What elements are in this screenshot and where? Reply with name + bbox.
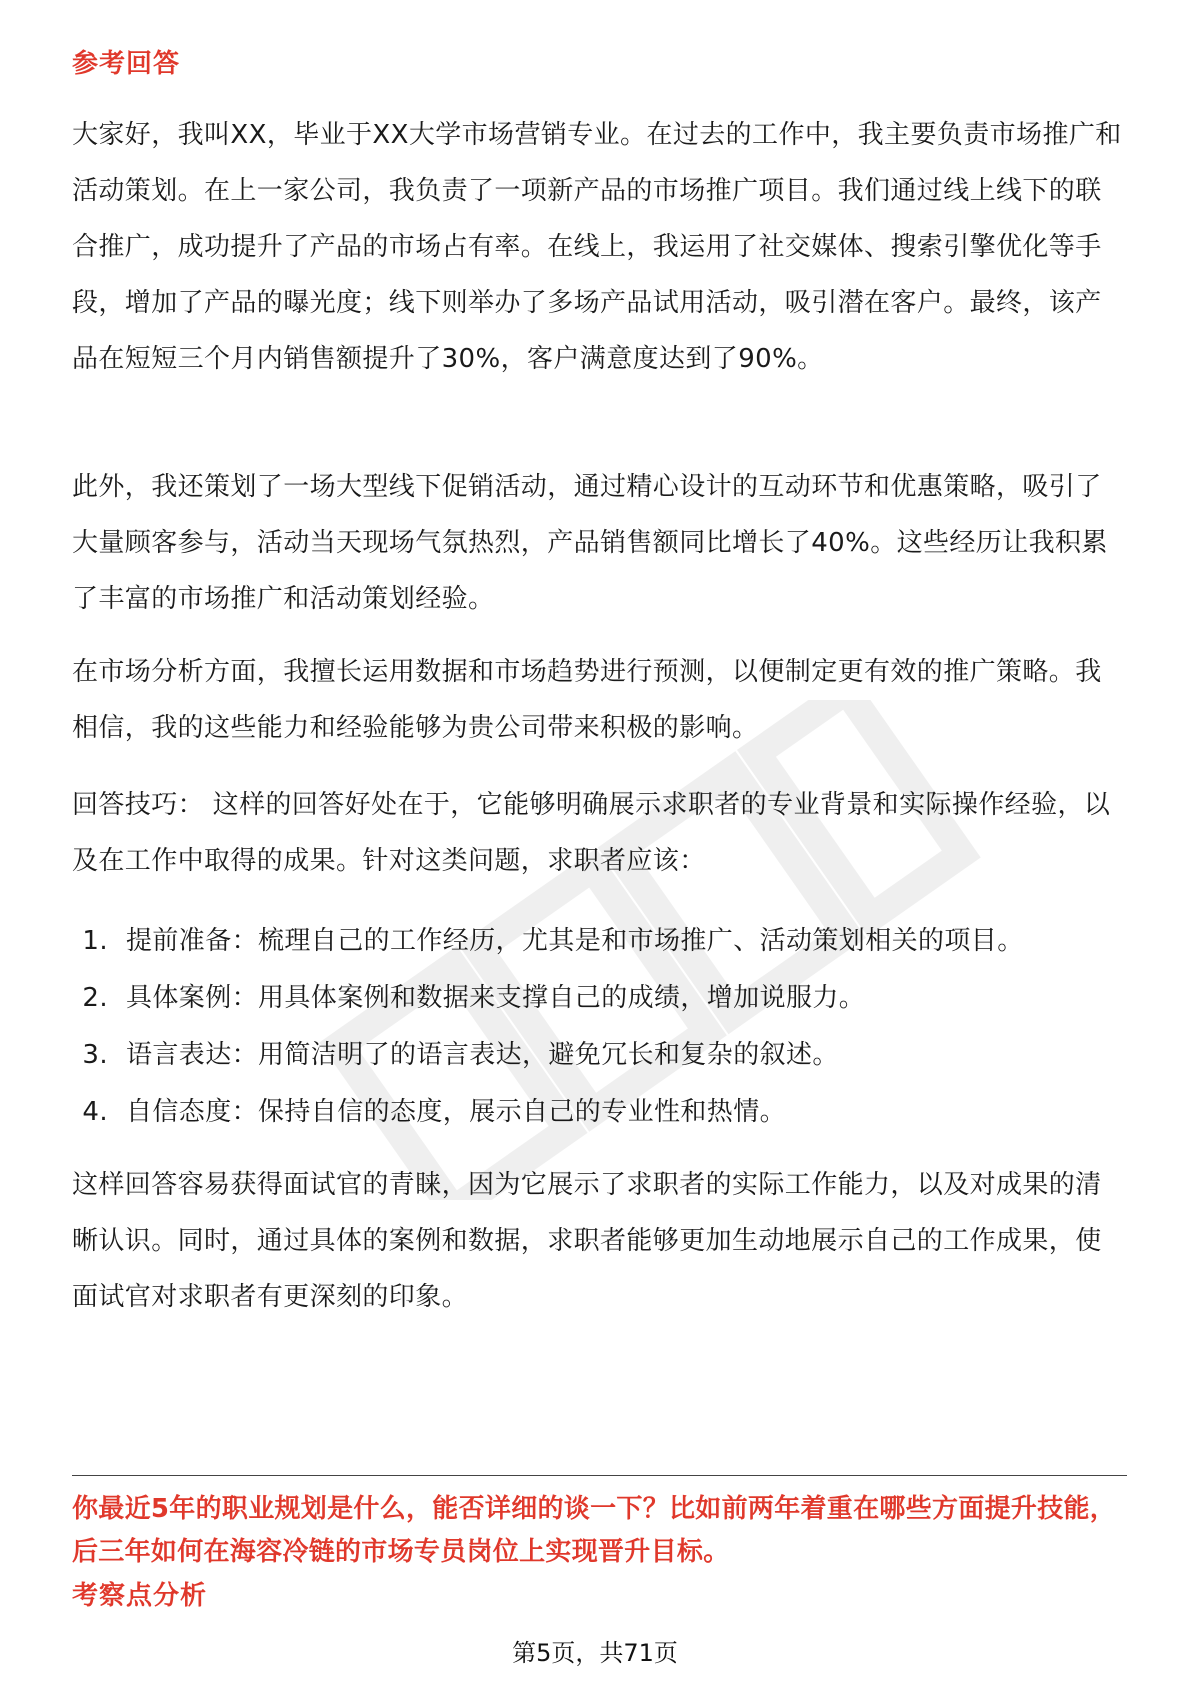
section-divider [72, 1475, 1127, 1476]
tips-list [72, 913, 1127, 1141]
paragraph-answer-tips: 回答技巧： 这样的回答好处在于，它能够明确展示求职者的专业背景和实际操作经验，以及在工作中取得的成果。针对这类问题，求职者应该： [72, 790, 1111, 876]
list-item-number: 4. [82, 1097, 108, 1127]
list-item-text: 提前准备：梳理自己的工作经历，尤其是和市场推广、活动策划相关的项目。 [126, 926, 1024, 956]
reference-answer-heading: 参考回答 [72, 49, 181, 79]
interview-question: 你最近5年的职业规划是什么，能否详细的谈一下？比如前两年着重在哪些方面提升技能，后三年如何在海容冷链的市场专员岗位上实现晋升目标。 [72, 1494, 1117, 1567]
list-item-number: 2. [82, 983, 108, 1013]
document-page [72, 0, 1127, 1684]
list-item-number: 1. [82, 926, 108, 956]
list-item [72, 970, 1127, 1027]
paragraph-intro: 大家好，我叫XX，毕业于XX大学市场营销专业。在过去的工作中，我主要负责市场推广和活动策划。在上一家公司，我负责了一项新产品的市场推广项目。我们通过线上线下的联合推广，成功提升了产品的市场占有率。在线上，我运用了社交媒体、搜索引擎优化等手段，增加了产品的曝光度；线下则举办了多场产品试用活动，吸引潜在客户。最终，该产品在短短三个月内销售额提升了30%，客户满意度达到了90%。 [72, 120, 1122, 374]
list-item-text: 具体案例：用具体案例和数据来支撑自己的成绩，增加说服力。 [126, 983, 866, 1013]
list-item [72, 913, 1127, 970]
paragraph-conclusion: 这样回答容易获得面试官的青睐，因为它展示了求职者的实际工作能力，以及对成果的清晰认识。同时，通过具体的案例和数据，求职者能够更加生动地展示自己的工作成果，使面试官对求职者有更深刻的印象。 [72, 1170, 1102, 1312]
list-item [72, 1084, 1127, 1141]
list-item [72, 1027, 1127, 1084]
paragraph-market-analysis: 在市场分析方面，我擅长运用数据和市场趋势进行预测，以便制定更有效的推广策略。我相信，我的这些能力和经验能够为贵公司带来积极的影响。 [72, 657, 1102, 743]
analysis-heading: 考察点分析 [72, 1581, 208, 1611]
list-item-text: 自信态度：保持自信的态度，展示自己的专业性和热情。 [126, 1097, 787, 1127]
paragraph-promotion-event: 此外，我还策划了一场大型线下促销活动，通过精心设计的互动环节和优惠策略，吸引了大量顾客参与，活动当天现场气氛热烈，产品销售额同比增长了40%。这些经历让我积累了丰富的市场推广和活动策划经验。 [72, 472, 1108, 614]
list-item-number: 3. [82, 1040, 108, 1070]
page-footer: 第5页，共71页 [512, 1639, 678, 1667]
list-item-text: 语言表达：用简洁明了的语言表达，避免冗长和复杂的叙述。 [126, 1040, 839, 1070]
